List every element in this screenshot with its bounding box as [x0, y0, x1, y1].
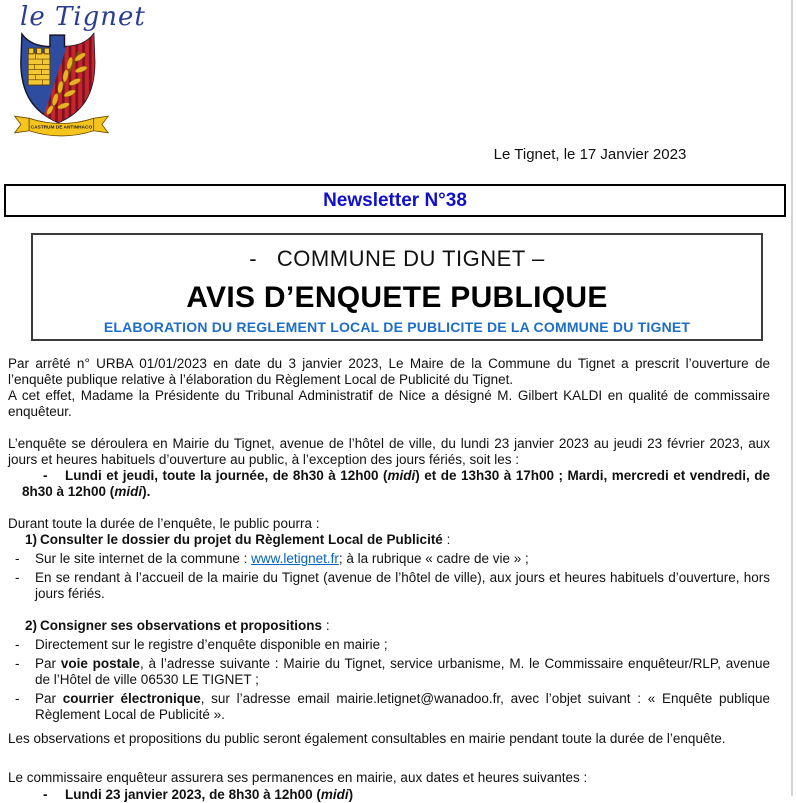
- dash-marker: -: [43, 468, 48, 483]
- item1-colon: :: [442, 532, 451, 547]
- item1-label: Consulter le dossier du projet du Règlement Local de Publicité: [40, 532, 443, 547]
- website-post: ; à la rubrique « cadre de vie » ;: [338, 551, 529, 566]
- paragraph-arrete: Par arrêté n° URBA 01/01/2023 en date du 3 janvier 2023, Le Maire de la Commune du Tignet a prescrit l’ouverture de l’enquête publique relative à l’élaboration du Règlement Local de Publicité du Tignet.: [8, 356, 770, 387]
- notice-subtitle: ELABORATION DU REGLEMENT LOCAL DE PUBLICITE DE LA COMMUNE DU TIGNET: [103, 319, 691, 335]
- email-post: , sur l’adresse email mairie.letignet@wanadoo.fr, avec l’objet suivant : « Enquête publique Règlement Local de Publicité ».: [35, 691, 770, 722]
- date-line: Le Tignet, le 17 Janvier 2023: [493, 146, 687, 163]
- item2-label: Consigner ses observations et propositions: [40, 618, 323, 633]
- list-item-email: [8, 691, 770, 723]
- numbered-item-1: [8, 532, 770, 548]
- postale-pre: Par: [35, 656, 61, 671]
- paragraph-permanences: Le commissaire enquêteur assurera ses permanences en mairie, aux dates et heures suivantes :: [8, 770, 588, 785]
- newsletter-title: Newsletter N°38: [323, 189, 467, 211]
- notice-body: [8, 356, 770, 803]
- coat-of-arms-icon: [14, 31, 114, 137]
- permanence-midi: midi: [320, 787, 349, 802]
- schedule-text-3: ).: [142, 484, 151, 499]
- website-link[interactable]: www.letignet.fr: [251, 551, 339, 566]
- dash-marker: -: [15, 656, 20, 671]
- paragraph-enquete-dates: L’enquête se déroulera en Mairie du Tignet, avenue de l’hôtel de ville, du lundi 23 janvier 2023 au jeudi 23 février 2023, aux jours et heures habituels d’ouverture au public, à l’exception des jours fériés, soit les :: [8, 436, 770, 467]
- item-number: 1): [25, 532, 38, 547]
- dash-marker: -: [15, 570, 20, 585]
- email-bold: courrier électronique: [62, 691, 201, 706]
- logo-wordmark: le Tignet: [20, 2, 146, 32]
- numbered-item-2: [8, 618, 770, 634]
- item-number: 2): [25, 618, 38, 633]
- registre-text: Directement sur le registre d’enquête disponible en mairie ;: [35, 637, 388, 652]
- schedule-text: Lundi et jeudi, toute la journée, de 8h30 à 12h00 (: [65, 468, 388, 483]
- notice-title: AVIS D’ENQUETE PUBLIQUE: [186, 281, 608, 314]
- page-edge-line: [791, 0, 793, 796]
- schedule-midi-2: midi: [114, 484, 143, 499]
- commune-line: - COMMUNE DU TIGNET –: [249, 246, 545, 271]
- schedule-item: [8, 468, 770, 500]
- schedule-text-2: ) et de 13h30 à 17h00 ; Mardi, mercredi et vendredi, de 8h30 à 12h00 (: [22, 468, 770, 499]
- list-item-website: [8, 551, 770, 567]
- email-pre: Par: [35, 691, 63, 706]
- permanence-item: [8, 787, 770, 803]
- permanence-text-2: ): [348, 787, 354, 802]
- postale-post: , à l’adresse suivante : Mairie du Tignet, service urbanisme, M. le Commissaire enquêteur/RLP, avenue de l’Hôtel de ville 06530 LE TIGNET ;: [35, 656, 770, 687]
- motto-text: CASTRUM DE ANTINHACO: [30, 125, 93, 131]
- postale-bold: voie postale: [60, 656, 140, 671]
- notice-title-box: [31, 233, 763, 341]
- permanence-text: Lundi 23 janvier 2023, de 8h30 à 12h00 (: [65, 787, 321, 802]
- list-item-mairie: [8, 570, 770, 602]
- tower-charge: [28, 48, 50, 85]
- mairie-text: En se rendant à l’accueil de la mairie du Tignet (avenue de l’hôtel de ville), aux jours et heures habituels d’ouverture, hors jours fériés.: [35, 570, 770, 601]
- newsletter-banner: [4, 184, 786, 217]
- dash-marker: -: [15, 691, 20, 706]
- item2-colon: :: [322, 618, 330, 633]
- list-item-voie-postale: [8, 656, 770, 688]
- schedule-midi-1: midi: [387, 468, 416, 483]
- dash-marker: -: [15, 551, 20, 566]
- paragraph-commissaire: A cet effet, Madame la Présidente du Tribunal Administratif de Nice a désigné M. Gilbert KALDI en qualité de commissaire enquêteur.: [8, 388, 770, 419]
- list-item-registre: [8, 637, 770, 653]
- paragraph-public-pourra: Durant toute la durée de l’enquête, le public pourra :: [8, 516, 320, 531]
- website-pre: Sur le site internet de la commune :: [35, 551, 252, 566]
- commune-logo: [12, 0, 146, 140]
- dash-marker: -: [15, 637, 20, 652]
- dash-marker: -: [43, 787, 48, 802]
- paragraph-observations: Les observations et propositions du public seront également consultables en mairie pendant toute la durée de l’enquête.: [8, 731, 726, 746]
